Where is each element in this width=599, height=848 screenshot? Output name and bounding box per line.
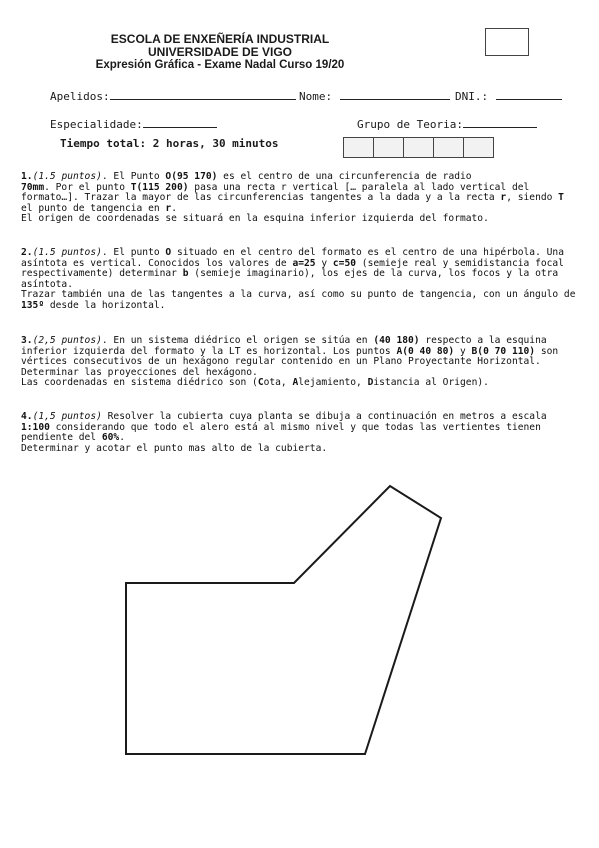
question-bold: O(95 170) [165, 171, 218, 182]
question-bold: A(0 40 80) [396, 345, 455, 357]
question-bold: C [257, 377, 264, 389]
school-name: ESCOLA DE ENXEÑERÍA INDUSTRIAL [110, 32, 330, 46]
question-text: . El Punto [101, 171, 166, 182]
university-name: UNIVERSIDADE DE VIGO [147, 45, 293, 59]
question-text: Determinar y acotar el punto mas alto de la cubierta. [21, 442, 328, 454]
question-bold: r [500, 192, 507, 204]
question-text: Trazar también una de las tangentes a la curva, así como su punto de tangencia, con un ángulo de [21, 289, 576, 301]
question-bold: 70mm [21, 181, 45, 193]
question-bold: D [367, 377, 374, 389]
total-time: Tiempo total: 2 horas, 30 minutos [60, 137, 279, 150]
question-text: . El punto [101, 247, 166, 258]
question-text: lejamiento, [298, 377, 368, 389]
question-bold: r [165, 202, 172, 214]
question-text: Resolver la cubierta cuya planta se dibuja a continuación en metros a escala [101, 411, 547, 422]
question-text: Las coordenadas en sistema diédrico son ( [21, 377, 258, 389]
question-points: (1.5 puntos) [32, 247, 102, 258]
question-text: ota, [263, 377, 293, 389]
question-points: (1,5 puntos) [32, 411, 102, 422]
question-bold: b [182, 268, 189, 280]
question-text: pasa una recta r vertical [… paralela al lado vertical del formato…]. Trazar la mayor de las circunferencias tangentes a la dada y a la recta [21, 181, 530, 204]
question-number: 2. [21, 247, 33, 258]
course-title: Expresión Gráfica - Exame Nadal Curso 19/20 [95, 59, 345, 71]
question-bold: 60% [101, 432, 120, 444]
question-text: . En un sistema diédrico el origen se sitúa en [101, 335, 374, 346]
question-text: . [171, 202, 177, 214]
question-text: , siendo [506, 192, 559, 204]
question-bold: a=25 [292, 257, 316, 269]
question-text: respecto a la esquina inferior izquierda del formato y la LT es horizontal. Los puntos [21, 335, 547, 357]
question-bold: B(0 70 110) [471, 345, 536, 357]
question-bold: T(115 200) [130, 181, 189, 193]
question-bold: 1:100 [21, 421, 50, 433]
question-text: (semieje real y semidistancia focal respectivamente) determinar [21, 257, 564, 280]
question-points: (1.5 puntos) [32, 171, 102, 182]
name-label: Nome: [299, 90, 333, 103]
question-text: considerando que todo el alero está al mismo nivel y que todas las vertientes tienen pendiente del [21, 421, 541, 444]
question-bold: (40 180) [373, 335, 420, 346]
question-text: El origen de coordenadas se situará en la esquina inferior izquierda del formato. [21, 213, 489, 225]
surname-label: Apelidos: [50, 90, 110, 103]
question-text: situado en el centro del formato es el centro de una hipérbola. Una asíntota es vertical. Conocidos los valores de [21, 247, 564, 269]
question-text: (semieje imaginario), los ejes de la curva, los focos y la otra asíntota. [21, 268, 559, 290]
question-text: istancia al Origen). [373, 377, 489, 389]
question-text: es el centro de una circunferencia de radio [217, 171, 472, 182]
question-text: el punto de tangencia en [21, 202, 166, 214]
question-bold: O [165, 247, 172, 258]
question-text: son vértices consecutivos de un hexágono regular contenido en un Plano Proyectante Horizontal. Determinar las proyecciones del hexágono. [21, 345, 559, 378]
question-points: (2,5 puntos) [32, 335, 102, 346]
question-text: . Por el punto [44, 181, 131, 193]
question-bold: A [292, 377, 299, 389]
question-text: y [454, 345, 472, 357]
question-number: 4. [21, 411, 33, 422]
question-text: y [315, 257, 333, 269]
question-number: 3. [21, 335, 33, 346]
question-text: desde la horizontal. [44, 299, 166, 311]
question-bold: 135º [21, 299, 45, 311]
theory-group-label: Grupo de Teoria: [357, 118, 463, 131]
specialty-label: Especialidade: [50, 118, 143, 131]
question-bold: T [558, 192, 564, 204]
roof-plan-outline [126, 486, 441, 754]
dni-label: DNI.: [455, 90, 489, 103]
question-bold: c=50 [332, 257, 357, 269]
question-number: 1. [21, 171, 33, 182]
question-text: . [119, 432, 125, 444]
